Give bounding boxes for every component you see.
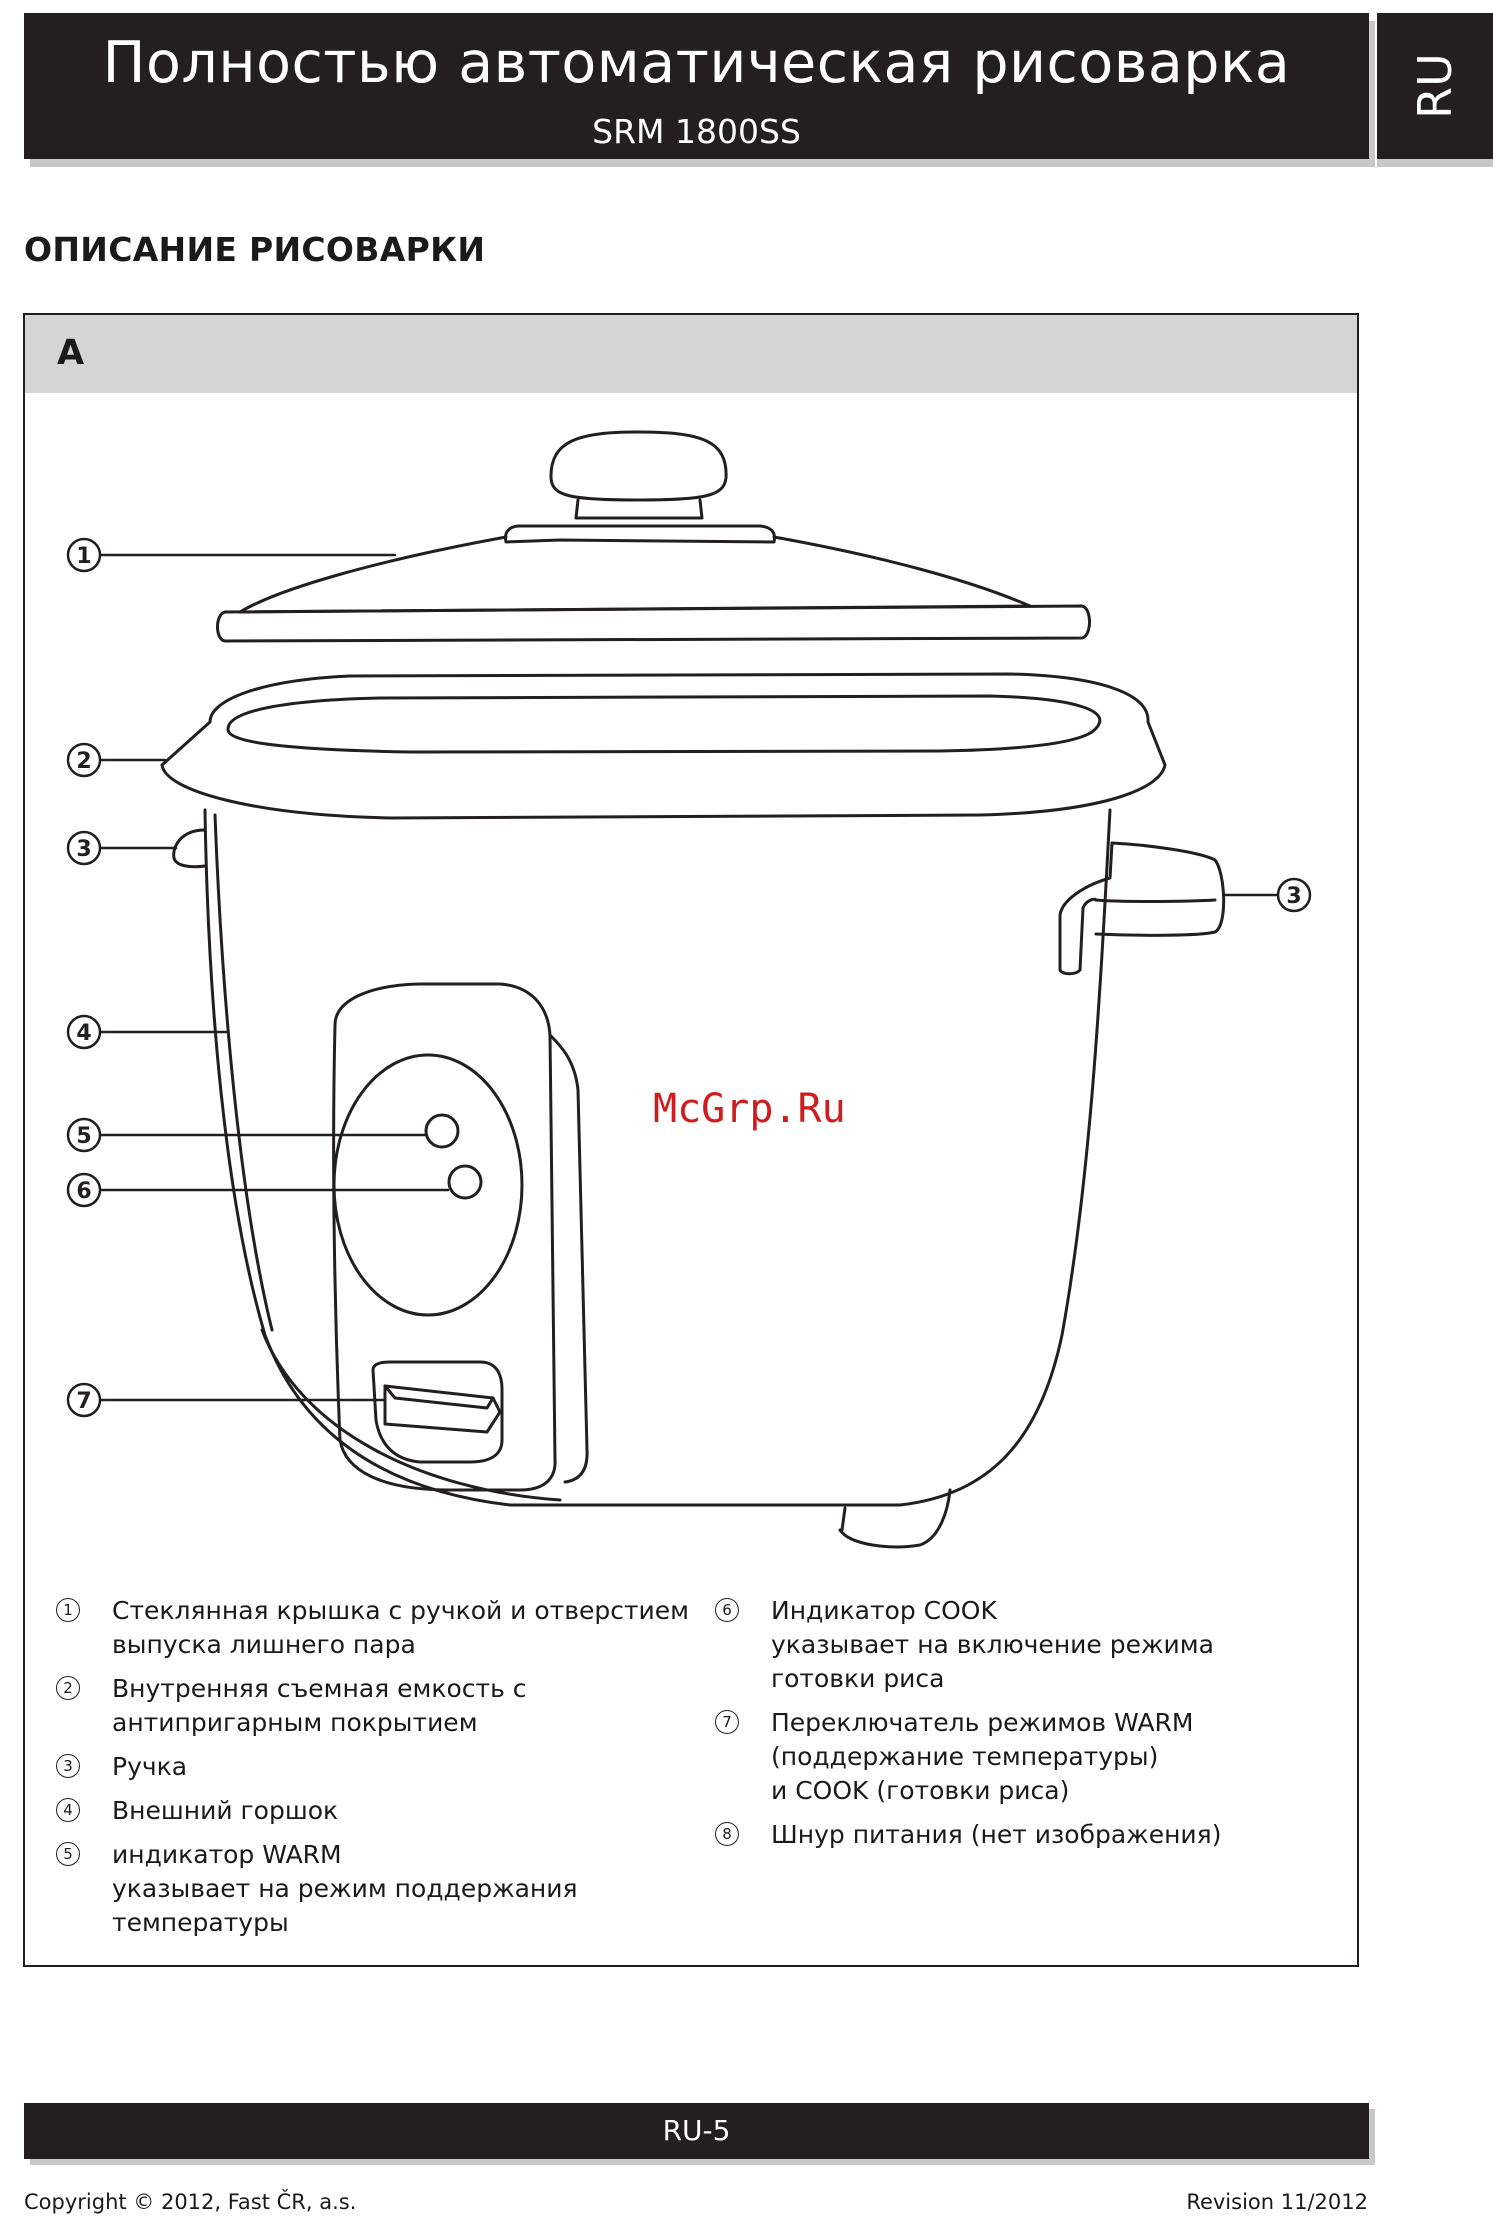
callout-3-right-label: 3 — [1286, 884, 1302, 909]
legend-text: Внешний горшок — [112, 1796, 339, 1825]
callout-2-label: 2 — [76, 749, 92, 774]
callout-7-label: 7 — [76, 1389, 92, 1414]
callout-badges — [68, 539, 1310, 1416]
legend-number: 7 — [715, 1710, 739, 1734]
inner-pot-rim — [162, 674, 1165, 818]
section-title: ОПИСАНИЕ РИСОВАРКИ — [24, 230, 486, 269]
legend-text: Внутренняя съемная емкость с антипригарным покрытием — [112, 1674, 527, 1737]
model-number: SRM 1800SS — [592, 112, 801, 151]
figure-label: A — [57, 333, 85, 373]
legend-number: 8 — [715, 1822, 739, 1846]
glass-lid — [218, 537, 1090, 641]
legend-text: Шнур питания (нет изображения) — [771, 1820, 1222, 1849]
legend-number: 5 — [56, 1842, 80, 1866]
right-handle — [1060, 843, 1224, 974]
mode-switch — [373, 1362, 502, 1462]
legend-item — [56, 1750, 696, 1784]
callout-5-label: 5 — [76, 1124, 92, 1149]
footer-bar — [24, 2103, 1369, 2159]
callout-1-label: 1 — [76, 544, 92, 569]
callout-6-label: 6 — [76, 1179, 92, 1204]
legend-text: Переключатель режимов WARM (поддержание температуры) и COOK (готовки риса) — [771, 1708, 1194, 1805]
left-handle — [174, 830, 205, 867]
callout-4-label: 4 — [76, 1021, 92, 1046]
copyright-text: Copyright © 2012, Fast ČR, a.s. — [24, 2190, 357, 2214]
legend-item — [715, 1706, 1315, 1808]
legend-number: 1 — [56, 1598, 80, 1622]
bottom-foot-left — [842, 1508, 845, 1530]
legend-text: индикатор WARM указывает на режим поддержания температуры — [112, 1840, 578, 1937]
legend-item — [715, 1594, 1315, 1696]
legend-item — [715, 1818, 1315, 1852]
page-number: RU-5 — [662, 2114, 731, 2147]
warm-indicator-light — [426, 1115, 458, 1147]
page-title: Полностью автоматическая рисоварка — [102, 30, 1291, 96]
control-panel — [334, 984, 587, 1490]
legend-item — [56, 1838, 696, 1940]
watermark: McGrp.Ru — [653, 1086, 846, 1132]
legend-item — [56, 1794, 696, 1828]
legend-number: 4 — [56, 1798, 80, 1822]
legend-left-column — [56, 1594, 696, 1950]
lid-knob — [506, 432, 775, 542]
legend-number: 3 — [56, 1754, 80, 1778]
cook-indicator-light — [449, 1166, 481, 1198]
legend-text: Стеклянная крышка с ручкой и отверстием выпуска лишнего пара — [112, 1596, 690, 1659]
legend-text: Ручка — [112, 1752, 188, 1781]
legend-item — [56, 1594, 696, 1662]
legend-right-column — [715, 1594, 1315, 1862]
legend-number: 6 — [715, 1598, 739, 1622]
language-label: RU — [1408, 53, 1462, 119]
callout-3-left-label: 3 — [76, 837, 92, 862]
legend-number: 2 — [56, 1676, 80, 1700]
legend-item — [56, 1672, 696, 1740]
legend-text: Индикатор COOK указывает на включение режима готовки риса — [771, 1596, 1214, 1693]
revision-text: Revision 11/2012 — [1186, 2190, 1368, 2214]
